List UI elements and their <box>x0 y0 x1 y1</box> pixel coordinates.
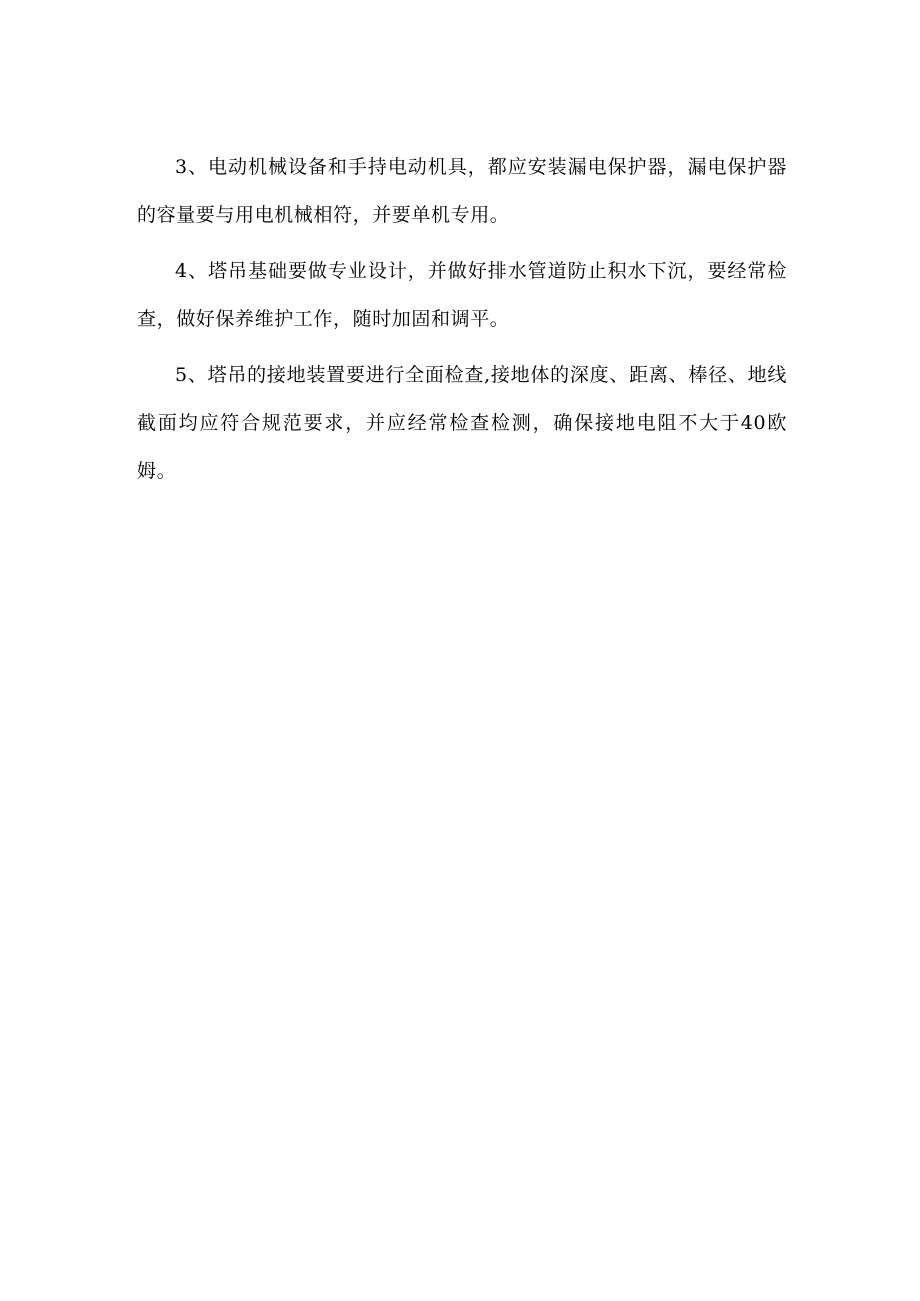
document-body <box>137 143 787 503</box>
paragraph-item-5: 5、塔吊的接地装置要进行全面检查,接地体的深度、距离、棒径、地线截面均应符合规范要求，并应经常检查检测，确保接地电阻不大于40欧姆。 <box>137 364 787 482</box>
paragraph-item-3: 3、电动机械设备和手持电动机具，都应安装漏电保护器，漏电保护器的容量要与用电机械相符，并要单机专用。 <box>137 156 787 226</box>
paragraph-item-4: 4、塔吊基础要做专业设计，并做好排水管道防止积水下沉，要经常检查，做好保养维护工作，随时加固和调平。 <box>137 260 787 330</box>
